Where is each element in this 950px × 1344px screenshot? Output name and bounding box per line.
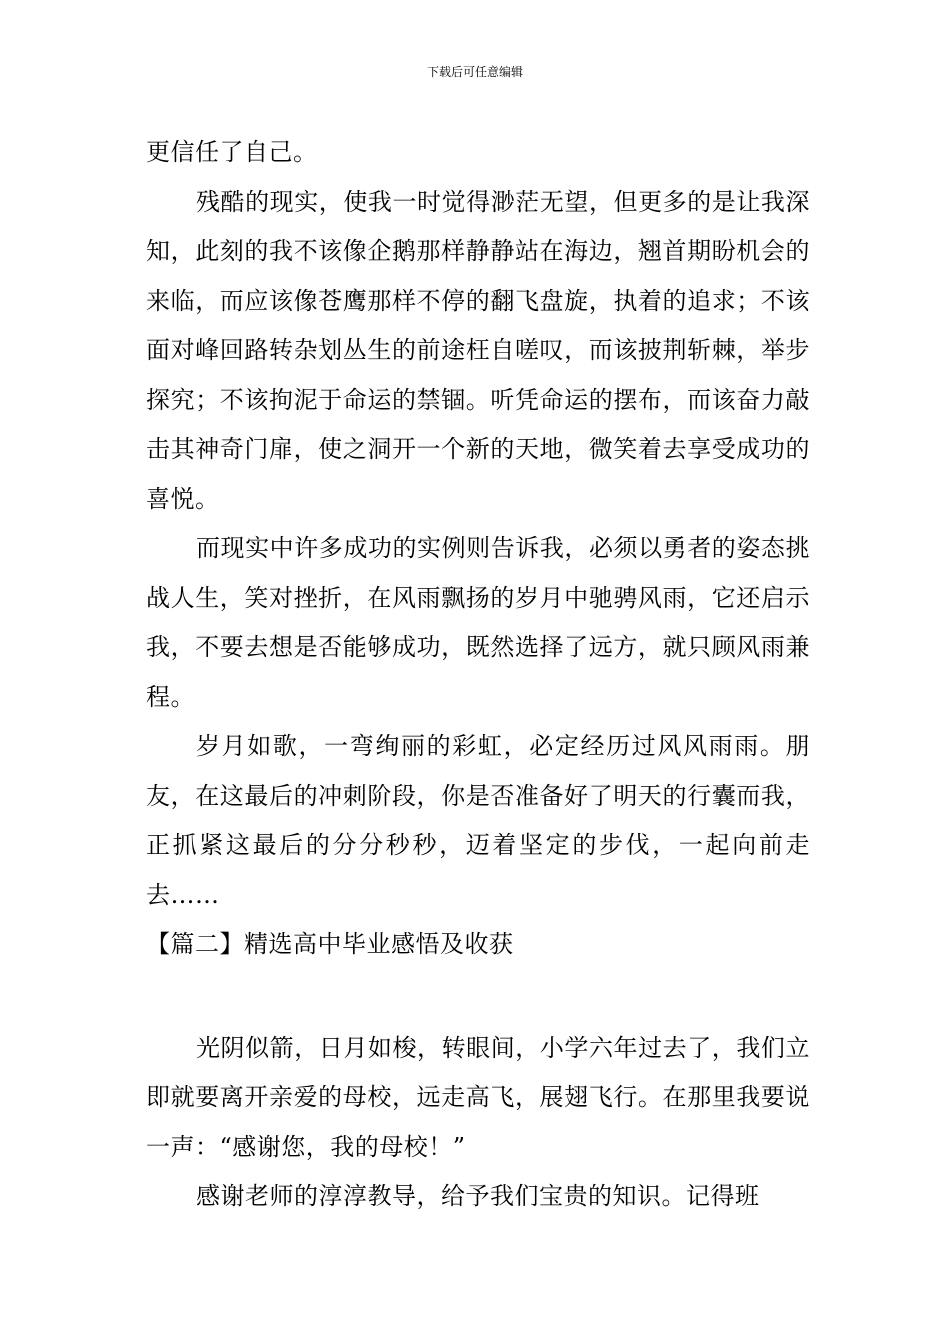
paragraph: 感谢老师的淳淳教导，给予我们宝贵的知识。记得班	[196, 1182, 760, 1210]
section-heading: 【篇二】精选高中毕业感悟及收获	[146, 930, 514, 958]
document-body	[146, 128, 810, 1222]
paragraph: 光阴似箭，日月如梭，转眼间，小学六年过去了，我们立即就要离开亲爱的母校，远走高飞，展翅飞行。在那里我要说一声：“感谢您，我的母校！”	[146, 1033, 810, 1161]
paragraph: 而现实中许多成功的实例则告诉我，必须以勇者的姿态挑战人生，笑对挫折，在风雨飘扬的岁月中驰骋风雨，它还启示我，不要去想是否能够成功，既然选择了远方，就只顾风雨兼程。	[146, 534, 810, 711]
paragraph: 岁月如歌，一弯绚丽的彩虹，必定经历过风风雨雨。朋友，在这最后的冲刺阶段，你是否准备好了明天的行囊而我，正抓紧这最后的分分秒秒，迈着坚定的步伐，一起向前走去……	[146, 732, 810, 909]
paragraph: 残酷的现实，使我一时觉得渺茫无望，但更多的是让我深知，此刻的我不该像企鹅那样静静站在海边，翘首期盼机会的来临，而应该像苍鹰那样不停的翻飞盘旋，执着的追求；不该面对峰回路转杂划丛生的前途枉自嗟叹，而该披荆斩棘，举步探究；不该拘泥于命运的禁锢。听凭命运的摆布，而该奋力敲击其神奇门扉，使之洞开一个新的天地，微笑着去享受成功的喜悦。	[146, 187, 810, 513]
blank-line	[146, 970, 810, 1024]
paragraph: 更信任了自己。	[146, 138, 318, 166]
page-header: 下载后可任意编辑	[426, 65, 523, 79]
